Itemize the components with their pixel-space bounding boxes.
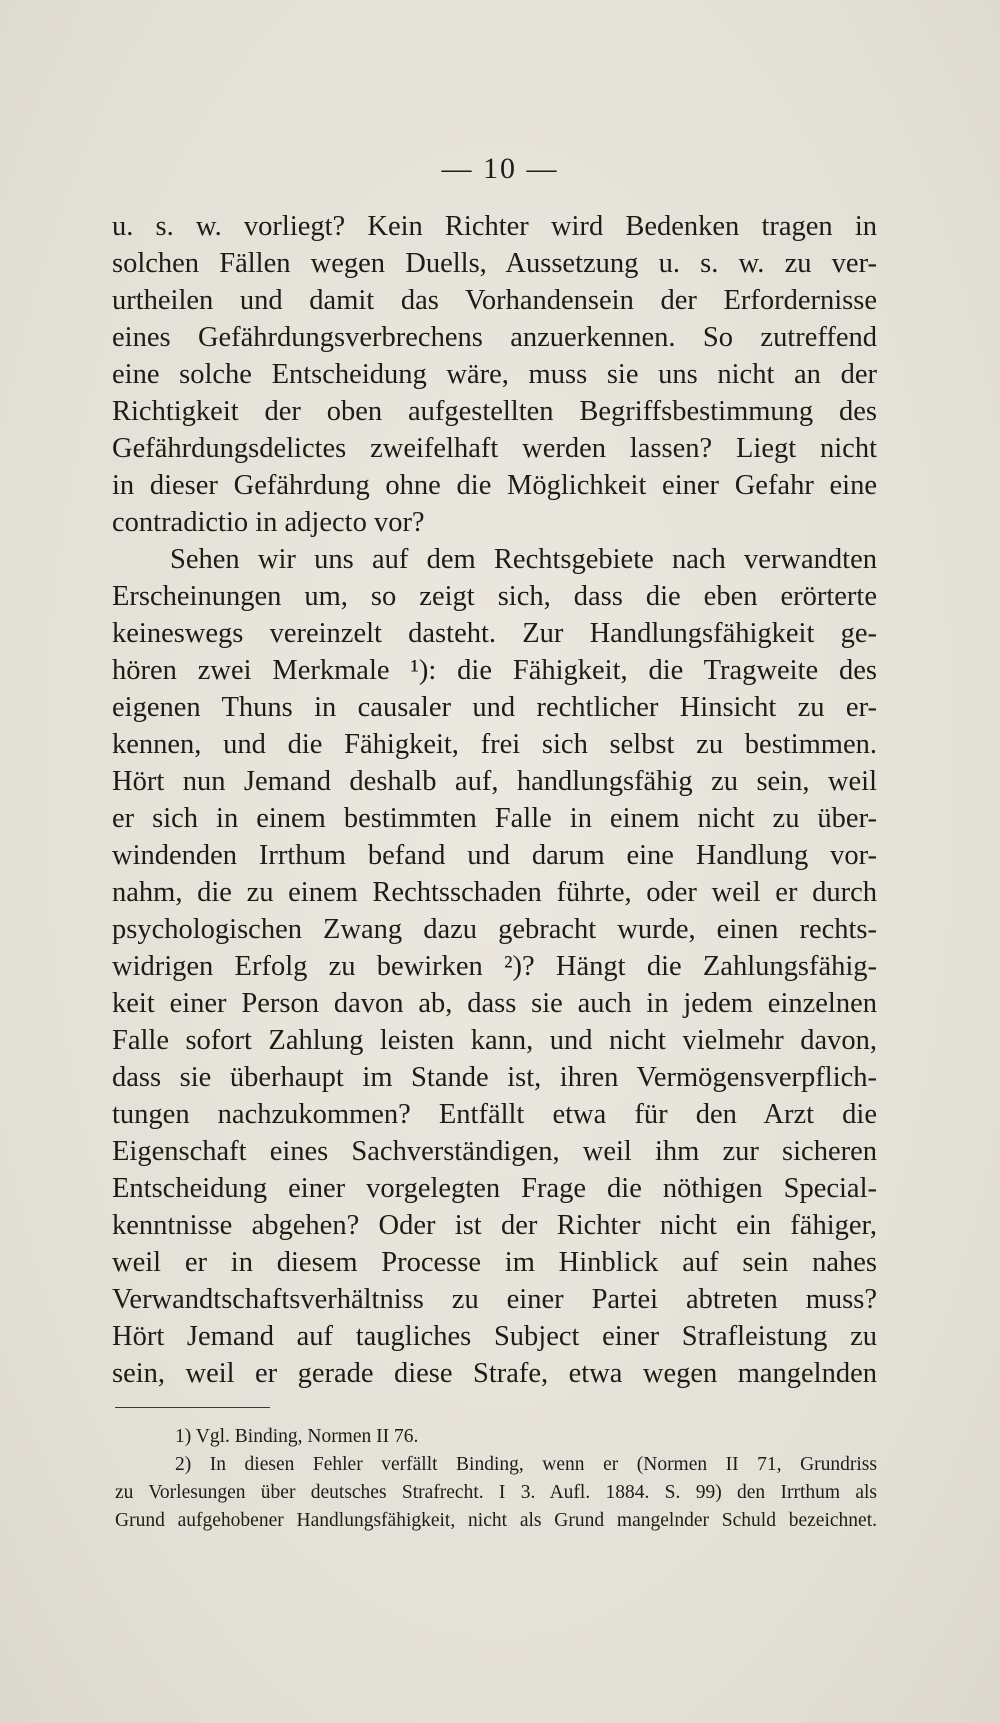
text-line: Eigenschaft eines Sachverständigen, weil ihm zur sicheren — [112, 1136, 877, 1167]
text-line: kenntnisse abgehen? Oder ist der Richter nicht ein fähiger, — [112, 1210, 877, 1241]
footnote-1: 1) Vgl. Binding, Normen II 76. — [175, 1426, 419, 1447]
text-line: keineswegs vereinzelt dasteht. Zur Handlungsfähigkeit ge- — [112, 618, 877, 649]
footnote-divider — [115, 1407, 270, 1408]
text-line: Gefährdungsdelictes zweifelhaft werden lassen? Liegt nicht — [112, 433, 877, 464]
text-line: sein, weil er gerade diese Strafe, etwa wegen mangelnden — [112, 1358, 877, 1389]
text-line: Richtigkeit der oben aufgestellten Begriffsbestimmung des — [112, 396, 877, 427]
text-line: eine solche Entscheidung wäre, muss sie uns nicht an der — [112, 359, 877, 390]
text-line: keit einer Person davon ab, dass sie auch in jedem einzelnen — [112, 988, 877, 1019]
text-line: widrigen Erfolg zu bewirken ²)? Hängt die Zahlungsfähig- — [112, 951, 877, 982]
text-line: weil er in diesem Processe im Hinblick auf sein nahes — [112, 1247, 877, 1278]
text-line: Falle sofort Zahlung leisten kann, und nicht vielmehr davon, — [112, 1025, 877, 1056]
text-line: Entscheidung einer vorgelegten Frage die nöthigen Special- — [112, 1173, 877, 1204]
footnote-2-continued: Grund aufgehobener Handlungsfähigkeit, nicht als Grund mangelnder Schuld bezeichnet. — [115, 1510, 877, 1531]
footnotes — [115, 1423, 877, 1535]
text-line: Hört Jemand auf taugliches Subject einer Strafleistung zu — [112, 1321, 877, 1352]
text-line: tungen nachzukommen? Entfällt etwa für den Arzt die — [112, 1099, 877, 1130]
text-line: urtheilen und damit das Vorhandensein der Erfordernisse — [112, 285, 877, 316]
text-line: Hört nun Jemand deshalb auf, handlungsfähig zu sein, weil — [112, 766, 877, 797]
text-line: Erscheinungen um, so zeigt sich, dass die eben erörterte — [112, 581, 877, 612]
text-line: kennen, und die Fähigkeit, frei sich selbst zu bestimmen. — [112, 729, 877, 760]
text-line: windenden Irrthum befand und darum eine Handlung vor- — [112, 840, 877, 871]
text-line: hören zwei Merkmale ¹): die Fähigkeit, die Tragweite des — [112, 655, 877, 686]
paragraph-start-line: Sehen wir uns auf dem Rechtsgebiete nach verwandten — [170, 544, 877, 575]
text-line: u. s. w. vorliegt? Kein Richter wird Bedenken tragen in — [112, 211, 877, 242]
text-line: Verwandtschaftsverhältniss zu einer Partei abtreten muss? — [112, 1284, 877, 1315]
body-text — [112, 208, 877, 1392]
text-line: contradictio in adjecto vor? — [112, 507, 425, 538]
text-line: eines Gefährdungsverbrechens anzuerkennen. So zutreffend — [112, 322, 877, 353]
footnote-2: 2) In diesen Fehler verfällt Binding, wenn er (Normen II 71, Grundriss — [175, 1454, 877, 1475]
text-line: solchen Fällen wegen Duells, Aussetzung u. s. w. zu ver- — [112, 248, 877, 279]
footnote-2-continued: zu Vorlesungen über deutsches Strafrecht. I 3. Aufl. 1884. S. 99) den Irrthum als — [115, 1482, 877, 1503]
text-line: dass sie überhaupt im Stande ist, ihren Vermögensverpflich- — [112, 1062, 877, 1093]
page-number: — 10 — — [441, 152, 559, 185]
text-line: psychologischen Zwang dazu gebracht wurde, einen rechts- — [112, 914, 877, 945]
text-line: eigenen Thuns in causaler und rechtlicher Hinsicht zu er- — [112, 692, 877, 723]
text-line: er sich in einem bestimmten Falle in einem nicht zu über- — [112, 803, 877, 834]
text-line: nahm, die zu einem Rechtsschaden führte, oder weil er durch — [112, 877, 877, 908]
text-line: in dieser Gefährdung ohne die Möglichkeit einer Gefahr eine — [112, 470, 877, 501]
